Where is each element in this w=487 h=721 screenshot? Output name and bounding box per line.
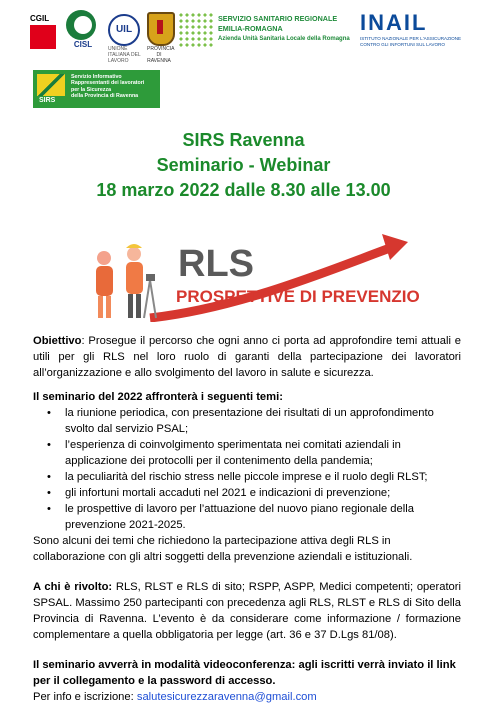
list-item: • la riunione periodica, con presentazione dei risultati di un approfondimento svolto dal servizio PSAL; — [55, 405, 461, 437]
banner-graphic — [90, 230, 420, 322]
list-item: • le prospettive di lavoro per l’attuazione del nuovo piano regionale della prevenzione 2021-2025. — [55, 501, 461, 533]
sirs-label: SIRS — [39, 97, 56, 104]
sirs-description — [71, 74, 144, 100]
cgil-red-block — [30, 25, 56, 49]
cisl-logo — [66, 10, 100, 54]
list-item: • gli infortuni mortali accaduti nel 2021 e indicazioni di prevenzione; — [55, 485, 461, 501]
worker-leg-icon — [136, 294, 141, 318]
list-item: • la peculiarità del rischio stress nelle piccole imprese e il ruolo degli RLST; — [55, 469, 461, 485]
topics-closing: Sono alcuni dei temi che richiedono la partecipazione attiva degli RLS in collaborazione con gli altri soggetti della prevenzione aziendali e istituzionali. — [33, 535, 413, 563]
info-label: Per info e iscrizione: — [33, 691, 137, 703]
sirs-desc-line: Servizio Informativo — [71, 74, 122, 80]
objective-text: : Prosegue il percorso che ogni anno ci porta ad approfondire temi attuali e utili per gli RLS nel loro ruolo di garanti della partecipazione dei lavoratori all’organizzazione e allo svolgimento del lavoro in salute e sicurezza. — [33, 335, 461, 379]
uil-logo — [108, 14, 146, 64]
sirs-desc-line: della Provincia di Ravenna — [71, 93, 139, 100]
list-item: • l’esperienza di coinvolgimento sperimentata nei comitati aziendali in applicazione dei protocolli per il contenimento della pandemia; — [55, 437, 461, 469]
inail-subtitle-2: CONTRO GLI INFORTUNI SUL LAVORO — [360, 42, 445, 47]
ssr-logo — [178, 12, 354, 56]
cgil-label: CGIL — [30, 14, 50, 23]
objective-label: Obiettivo — [33, 335, 82, 347]
tripod-icon — [144, 280, 150, 318]
inail-subtitle-1: ISTITUTO NAZIONALE PER L'ASSICURAZIONE — [360, 36, 462, 41]
worker-leg-icon — [106, 296, 111, 318]
cgil-logo — [30, 14, 62, 54]
sirs-flag-icon — [37, 74, 65, 96]
hard-hat-icon — [126, 244, 142, 248]
audience-label: A chi è rivolto: — [33, 581, 113, 593]
worker-leg-icon — [128, 294, 133, 318]
banner-subtitle-text: PROSPETTIVE DI PREVENZIONE — [176, 287, 420, 306]
worker-head-icon — [97, 251, 111, 265]
worker-head-icon — [127, 247, 141, 261]
page-subtitle: Seminario - Webinar — [156, 155, 331, 175]
sirs-logo-box — [33, 70, 160, 108]
sirs-desc-line: per la Sicurezza — [71, 86, 112, 93]
ssr-line2: EMILIA-ROMAGNA — [218, 24, 283, 33]
worker-body-icon — [126, 262, 143, 294]
ssr-line3: Azienda Unità Sanitaria Locale della Romagna — [218, 36, 350, 42]
ssr-line1: SERVIZIO SANITARIO REGIONALE — [218, 14, 338, 23]
info-line — [33, 689, 461, 705]
province-shield-logo — [147, 12, 175, 64]
topics-heading: Il seminario del 2022 affronterà i seguenti temi: — [33, 391, 283, 403]
inail-logo — [360, 10, 472, 56]
uil-circle-icon: UIL — [108, 14, 140, 46]
audience-paragraph — [33, 579, 461, 643]
audience-text: RLS, RLST e RLS di sito; RSPP, ASPP, Medici competenti; operatori SPSAL. Massimo 250 partecipanti con precedenza agli RLS, RLST e RLS di Sito della Provincia di Ravenna. L’evento è da considerare come informazione / formazione complementare a quella obbligatoria per legge (art. 36 e 37 D.Lgs 81/08). — [33, 581, 461, 641]
page-title: SIRS Ravenna — [182, 130, 305, 150]
videoconference-notice: Il seminario avverrà in modalità videoconferenza: agli iscritti verrà inviato il link per il collegamento e la password di accesso. — [33, 659, 456, 687]
sirs-desc-line: Rappresentanti dei lavoratori — [71, 80, 145, 87]
event-date: 18 marzo 2022 dalle 8.30 alle 13.00 — [96, 180, 391, 200]
banner-rls-text: RLS — [178, 243, 254, 285]
inail-wordmark: INAIL — [360, 10, 428, 35]
uil-subtitle: UNIONE ITALIANA DEL LAVORO — [108, 46, 141, 64]
shield-subtitle: PROVINCIA DI RAVENNA — [147, 46, 175, 64]
main-content — [33, 333, 461, 705]
worker-body-icon — [96, 266, 113, 296]
topics-list — [33, 405, 461, 533]
cisl-circle-icon — [66, 10, 96, 40]
contact-email-link[interactable]: salutesicurezzaravenna@gmail.com — [136, 691, 317, 703]
worker-leg-icon — [98, 296, 103, 318]
rls-banner — [90, 230, 420, 322]
partner-logos — [30, 10, 470, 64]
objective-paragraph — [33, 333, 461, 381]
shield-icon — [147, 12, 175, 46]
cisl-label: CISL — [73, 40, 93, 49]
ssr-dots-icon — [178, 12, 214, 48]
